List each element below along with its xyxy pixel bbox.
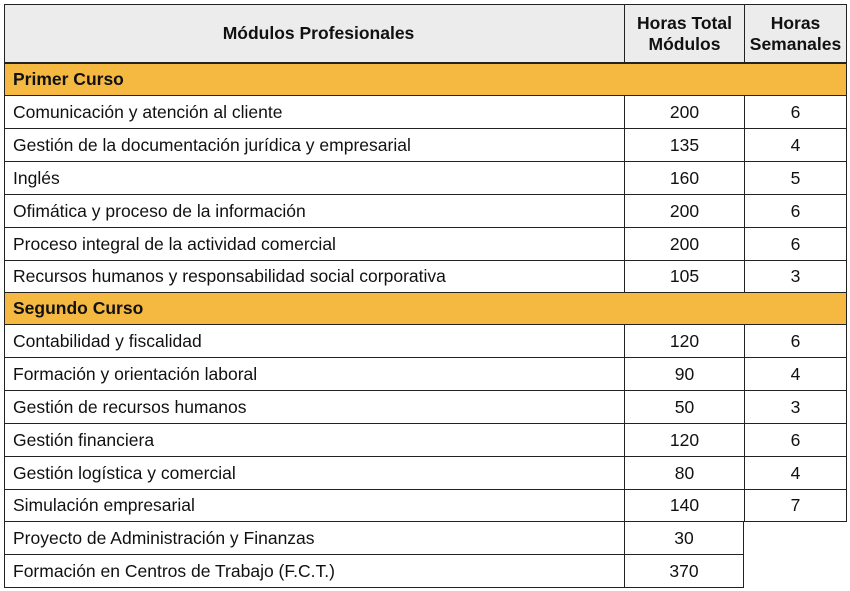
total-hours: 120 (624, 325, 744, 358)
table-row (4, 457, 847, 490)
table-row (4, 522, 847, 555)
total-hours: 80 (624, 457, 744, 490)
total-hours: 200 (624, 195, 744, 228)
table-row (4, 228, 847, 261)
table-row (4, 162, 847, 195)
table-row (4, 261, 847, 293)
weekly-hours: 4 (744, 358, 847, 391)
weekly-hours: 6 (744, 424, 847, 457)
header-modules: Módulos Profesionales (4, 4, 624, 63)
total-hours: 105 (624, 261, 744, 293)
total-hours: 135 (624, 129, 744, 162)
table-row (4, 555, 847, 588)
table-row (4, 129, 847, 162)
total-hours: 160 (624, 162, 744, 195)
weekly-hours: 6 (744, 195, 847, 228)
module-name: Proyecto de Administración y Finanzas (4, 522, 624, 555)
header-weekly-hours: Horas Semanales (744, 4, 847, 63)
weekly-hours: 4 (744, 457, 847, 490)
section-title: Segundo Curso (4, 293, 847, 325)
module-name: Gestión financiera (4, 424, 624, 457)
total-hours: 50 (624, 391, 744, 424)
module-name: Gestión de la documentación jurídica y empresarial (4, 129, 624, 162)
module-name: Recursos humanos y responsabilidad social corporativa (4, 261, 624, 293)
weekly-hours: 3 (744, 261, 847, 293)
module-name: Ofimática y proceso de la información (4, 195, 624, 228)
header-total-hours: Horas Total Módulos (624, 4, 744, 63)
table-row (4, 195, 847, 228)
table-row (4, 96, 847, 129)
total-hours: 120 (624, 424, 744, 457)
weekly-hours: 7 (744, 490, 847, 522)
total-hours: 90 (624, 358, 744, 391)
module-name: Formación en Centros de Trabajo (F.C.T.) (4, 555, 624, 588)
module-name: Simulación empresarial (4, 490, 624, 522)
weekly-hours: 6 (744, 228, 847, 261)
table-row (4, 325, 847, 358)
module-name: Comunicación y atención al cliente (4, 96, 624, 129)
module-name: Inglés (4, 162, 624, 195)
module-name: Proceso integral de la actividad comercial (4, 228, 624, 261)
weekly-hours: 4 (744, 129, 847, 162)
module-name: Gestión logística y comercial (4, 457, 624, 490)
table-header-row (4, 4, 847, 64)
total-hours: 30 (624, 522, 744, 555)
weekly-hours: 5 (744, 162, 847, 195)
section-row-primer-curso (4, 64, 847, 96)
section-row-segundo-curso (4, 293, 847, 325)
weekly-hours: 3 (744, 391, 847, 424)
total-hours: 140 (624, 490, 744, 522)
table-row (4, 391, 847, 424)
total-hours: 200 (624, 228, 744, 261)
weekly-hours: 6 (744, 325, 847, 358)
table-row (4, 424, 847, 457)
weekly-hours: 6 (744, 96, 847, 129)
module-name: Contabilidad y fiscalidad (4, 325, 624, 358)
table-row (4, 358, 847, 391)
table-row (4, 490, 847, 522)
module-name: Gestión de recursos humanos (4, 391, 624, 424)
section-title: Primer Curso (4, 64, 847, 96)
total-hours: 200 (624, 96, 744, 129)
module-name: Formación y orientación laboral (4, 358, 624, 391)
total-hours: 370 (624, 555, 744, 588)
